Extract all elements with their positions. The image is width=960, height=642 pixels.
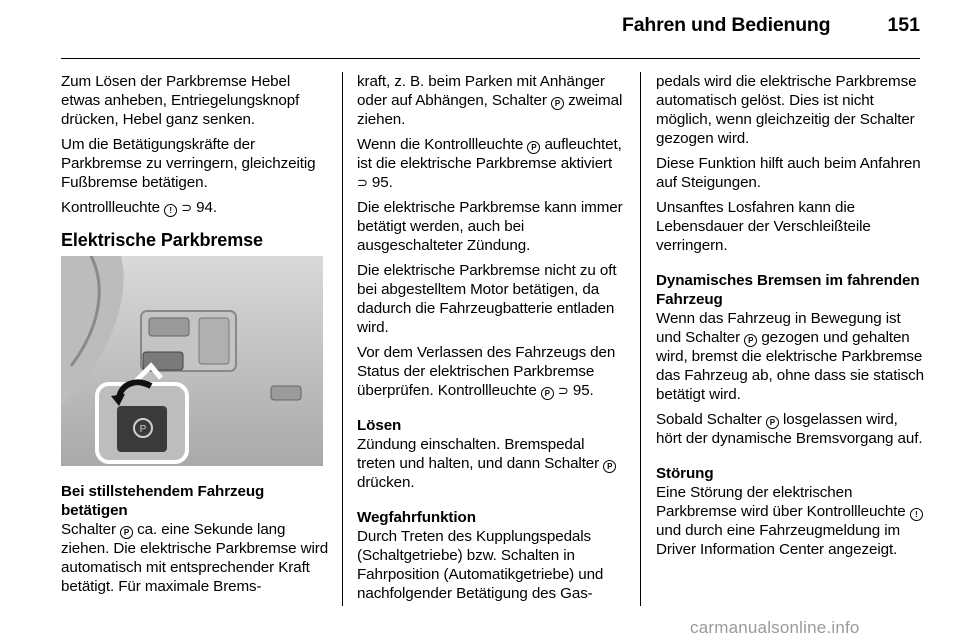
- page-ref-arrow-icon: ⊃: [557, 383, 569, 398]
- park-switch-icon: P: [744, 334, 757, 347]
- park-switch-icon: P: [120, 526, 133, 539]
- paragraph: Diese Funktion hilft auch beim Anfahren auf Steigungen.: [656, 155, 921, 191]
- page-ref-arrow-icon: ⊃: [357, 175, 368, 190]
- subsection-heading: Wegfahrfunktion: [357, 509, 476, 526]
- park-switch-icon: P: [603, 460, 616, 473]
- paragraph: Die elektrische Parkbremse kann immer betätigt werden, auch bei ausgeschalteter Zündung.: [357, 199, 623, 254]
- column-divider-2: [640, 72, 641, 606]
- paragraph: Vor dem Verlassen des Fahrzeugs den Status der elektrischen Parkbremse überprüfen. Kontrollleuchte P ⊃ 95.: [357, 344, 616, 399]
- subsection-heading: Dynamisches Bremsen im fahrenden Fahrzeug: [656, 272, 920, 308]
- paragraph: Sobald Schalter P losgelassen wird, hört der dynamische Bremsvorgang auf.: [656, 411, 923, 447]
- column-2: [357, 72, 625, 603]
- paragraph: Unsanftes Losfahren kann die Lebensdauer der Verschleißteile verringern.: [656, 199, 871, 254]
- park-switch-icon: P: [766, 416, 779, 429]
- svg-text:P: P: [139, 424, 147, 435]
- paragraph: Eine Störung der elektrischen Parkbremse wird über Kontrollleuchte ! und durch eine Fahrzeugmeldung im Driver Information Center angezeigt.: [656, 483, 924, 559]
- park-switch-icon: P: [551, 97, 564, 110]
- paragraph: Kontrollleuchte ! ⊃ 94.: [61, 199, 217, 216]
- paragraph: Die elektrische Parkbremse nicht zu oft bei abgestelltem Motor betätigen, da dadurch die Fahrzeugbatterie entladen wird.: [357, 262, 617, 336]
- section-heading: Elektrische Parkbremse: [61, 230, 263, 250]
- page-header-title: Fahren und Bedienung: [622, 14, 831, 36]
- park-switch-icon: P: [541, 387, 554, 400]
- paragraph: Zündung einschalten. Bremspedal treten und halten, und dann Schalter P drücken.: [357, 435, 625, 492]
- paragraph: Wenn die Kontrollleuchte P aufleuchtet, ist die elektrische Parkbremse aktiviert ⊃ 95.: [357, 136, 622, 191]
- subsection-heading: Störung: [656, 465, 714, 482]
- page-ref-arrow-icon: ⊃: [181, 200, 193, 215]
- paragraph: kraft, z. B. beim Parken mit Anhänger oder auf Abhängen, Schalter P zweimal ziehen.: [357, 73, 623, 128]
- park-switch-icon: P: [527, 141, 540, 154]
- parking-brake-switch-photo: [61, 256, 323, 466]
- column-divider-1: [342, 72, 343, 606]
- paragraph: Zum Lösen der Parkbremse Hebel etwas anheben, Entriegelungsknopf drücken, Hebel ganz senken.: [61, 73, 300, 128]
- page-number: 151: [887, 14, 920, 36]
- column-3: [656, 72, 924, 565]
- watermark: carmanualsonline.info: [690, 618, 860, 637]
- paragraph: pedals wird die elektrische Parkbremse automatisch gelöst. Dies ist nicht möglich, wenn gleichzeitig der Schalter gezogen wird.: [656, 73, 917, 147]
- paragraph: Wenn das Fahrzeug in Bewegung ist und Schalter P gezogen und gehalten wird, bremst die elektrische Parkbremse das Fahrzeug ab, ohne dass sie statisch betätigt wird.: [656, 310, 924, 403]
- subsection-heading: Bei stillstehendem Fahrzeug betätigen: [61, 483, 265, 519]
- subsection-heading: Lösen: [357, 417, 402, 434]
- brake-warning-lamp-icon: !: [164, 204, 177, 217]
- brake-fault-lamp-icon: !: [910, 508, 923, 521]
- paragraph: Um die Betätigungskräfte der Parkbremse zu verringern, gleichzeitig Fußbremse betätigen.: [61, 136, 316, 191]
- paragraph: Schalter P ca. eine Sekunde lang ziehen. Die elektrische Parkbremse wird automatisch mit entsprechender Kraft betätigt. Für maximale Brems-: [61, 521, 329, 595]
- header-rule: [61, 58, 920, 59]
- paragraph: Durch Treten des Kupplungspedals (Schaltgetriebe) bzw. Schalten in Fahrposition (Automatikgetriebe) und nachfolgender Betätigung des Gas-: [357, 528, 604, 602]
